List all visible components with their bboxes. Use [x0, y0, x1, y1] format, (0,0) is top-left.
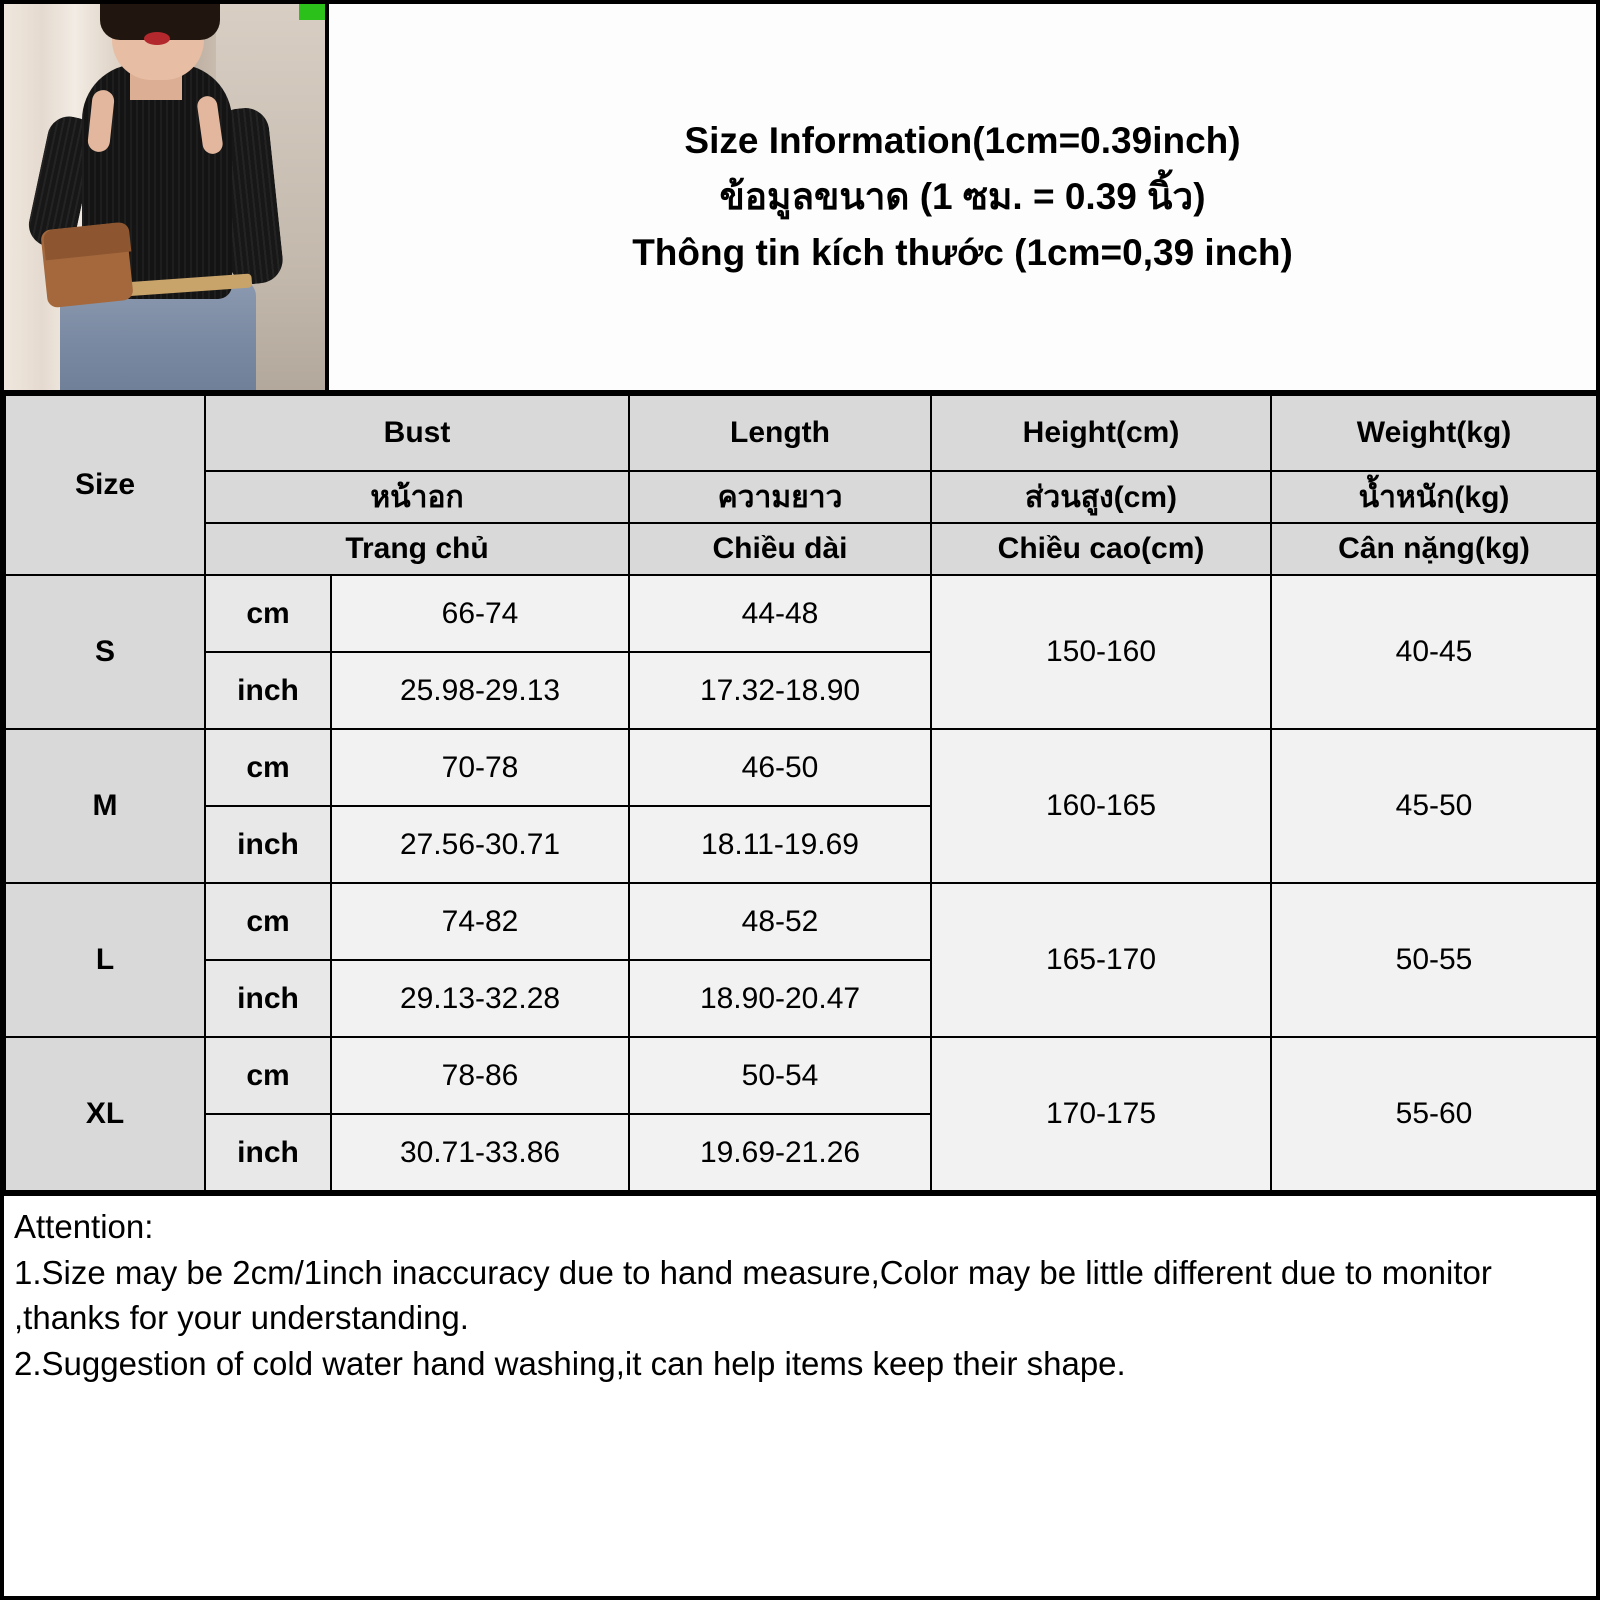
bust-inch-xl: 30.71-33.86 [331, 1114, 629, 1191]
col-header-bust-th: หน้าอก [205, 471, 629, 523]
length-inch-m: 18.11-19.69 [629, 806, 931, 883]
size-table [4, 394, 1598, 1192]
attention-note-1: 1.Size may be 2cm/1inch inaccuracy due to hand measure,Color may be little different due to monitor ,thanks for your understanding. [14, 1253, 1492, 1337]
header-area [4, 4, 1596, 394]
length-inch-l: 18.90-20.47 [629, 960, 931, 1037]
weight-s: 40-45 [1271, 575, 1597, 729]
bust-cm-l: 74-82 [331, 883, 629, 960]
unit-inch-l: inch [205, 960, 331, 1037]
length-inch-s: 17.32-18.90 [629, 652, 931, 729]
attention-title: Attention: [14, 1208, 154, 1245]
table-row [5, 883, 1597, 960]
col-header-weight-vi: Cân nặng(kg) [1271, 523, 1597, 575]
title-line-vi: Thông tin kích thước (1cm=0,39 inch) [632, 232, 1293, 274]
col-header-weight-th: น้ำหนัก(kg) [1271, 471, 1597, 523]
col-header-length-th: ความยาว [629, 471, 931, 523]
photo-lips [144, 32, 170, 45]
length-cm-l: 48-52 [629, 883, 931, 960]
col-header-bust-vi: Trang chủ [205, 523, 629, 575]
row-size-l: L [5, 883, 205, 1037]
length-inch-xl: 19.69-21.26 [629, 1114, 931, 1191]
weight-m: 45-50 [1271, 729, 1597, 883]
bust-cm-m: 70-78 [331, 729, 629, 806]
col-header-weight-en: Weight(kg) [1271, 395, 1597, 471]
bust-inch-m: 27.56-30.71 [331, 806, 629, 883]
title-line-en: Size Information(1cm=0.39inch) [684, 119, 1241, 161]
title-block [329, 4, 1596, 390]
height-l: 165-170 [931, 883, 1271, 1037]
weight-xl: 55-60 [1271, 1037, 1597, 1191]
bust-inch-l: 29.13-32.28 [331, 960, 629, 1037]
bust-cm-xl: 78-86 [331, 1037, 629, 1114]
length-cm-xl: 50-54 [629, 1037, 931, 1114]
col-header-height-th: ส่วนสูง(cm) [931, 471, 1271, 523]
col-header-length-en: Length [629, 395, 931, 471]
table-header-row-th [5, 471, 1597, 523]
col-header-length-vi: Chiều dài [629, 523, 931, 575]
unit-cm-m: cm [205, 729, 331, 806]
attention-note-2: 2.Suggestion of cold water hand washing,it can help items keep their shape. [14, 1344, 1126, 1382]
unit-cm-s: cm [205, 575, 331, 652]
unit-cm-xl: cm [205, 1037, 331, 1114]
height-s: 150-160 [931, 575, 1271, 729]
height-xl: 170-175 [931, 1037, 1271, 1191]
table-header-row-en [5, 395, 1597, 471]
length-cm-m: 46-50 [629, 729, 931, 806]
unit-inch-s: inch [205, 652, 331, 729]
table-header-row-vi [5, 523, 1597, 575]
weight-l: 50-55 [1271, 883, 1597, 1037]
attention-block [4, 1192, 1596, 1596]
size-header-cell: Size [5, 395, 205, 575]
unit-cm-l: cm [205, 883, 331, 960]
row-size-s: S [5, 575, 205, 729]
height-m: 160-165 [931, 729, 1271, 883]
bust-inch-s: 25.98-29.13 [331, 652, 629, 729]
table-row [5, 575, 1597, 652]
green-marker [299, 4, 325, 20]
unit-inch-xl: inch [205, 1114, 331, 1191]
bust-cm-s: 66-74 [331, 575, 629, 652]
col-header-bust-en: Bust [205, 395, 629, 471]
length-cm-s: 44-48 [629, 575, 931, 652]
unit-inch-m: inch [205, 806, 331, 883]
table-row [5, 1037, 1597, 1114]
product-photo [4, 4, 329, 390]
col-header-height-en: Height(cm) [931, 395, 1271, 471]
row-size-m: M [5, 729, 205, 883]
row-size-xl: XL [5, 1037, 205, 1191]
col-header-height-vi: Chiều cao(cm) [931, 523, 1271, 575]
table-row [5, 729, 1597, 806]
title-line-th: ข้อมูลขนาด (1 ซม. = 0.39 นิ้ว) [719, 175, 1206, 217]
